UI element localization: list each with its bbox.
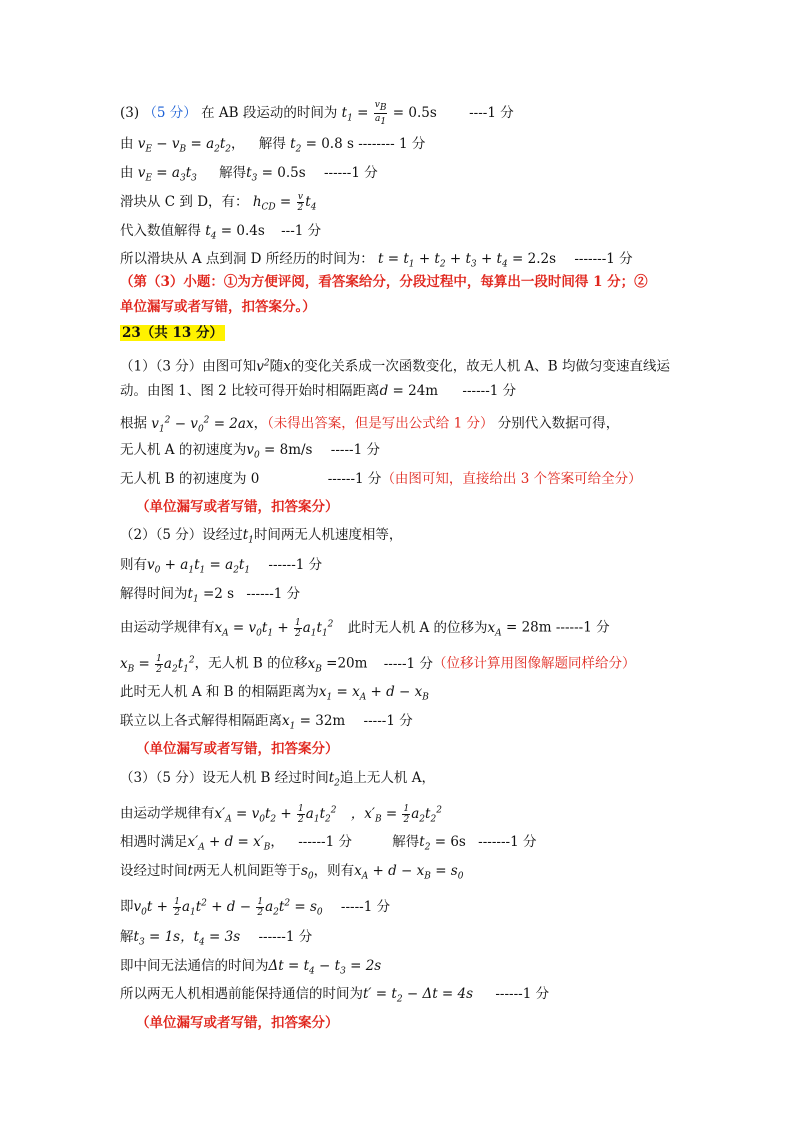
formula: $t_3$ [246, 165, 258, 184]
formula: $v_E - v_B = a_2t_2$ [137, 136, 232, 155]
formula: $t_2$ [419, 834, 431, 853]
text: 解得 [392, 834, 420, 850]
value: =20m [326, 655, 368, 672]
score-mark: -----1 分 [340, 898, 391, 915]
formula: $t_1$ = $\frac{v_B}{a_1}$ [341, 100, 387, 127]
formula: $t_2$ [328, 770, 340, 789]
line-23-1-distance [120, 381, 516, 401]
score-mark: ------1 分 [327, 471, 382, 487]
score-mark: ------1 分 [298, 834, 352, 850]
text: 由 [120, 165, 134, 181]
formula: $x_A$ [487, 619, 502, 639]
value: = 2.2s [512, 251, 557, 267]
line-23-2-t1 [120, 584, 300, 610]
value: = 0.8 s [305, 136, 354, 152]
line-23-3-no-comm [120, 956, 381, 982]
text: ，则有 [313, 863, 355, 879]
line-23-3-kinematics [120, 800, 442, 829]
score-mark: -----1 分 [383, 655, 433, 672]
text: 滑块从 C 到 D，有： [120, 194, 249, 210]
text: 无人机 A 的初速度为 [120, 442, 247, 458]
formula: $t' = t_2 - \Delta t = 4s$ [363, 986, 474, 1005]
line-23-1-formula: 根据 $v_1^2 - v_0^2 = 2ax$，（未得出答案，但是写出公式给 1 分） 分别代入数据可得， [120, 415, 620, 435]
score-mark: -------1 分 [574, 251, 633, 267]
formula: t [187, 863, 193, 879]
formula: $t_3 = 1s$，$t_4 = 3s$ [133, 929, 241, 948]
formula: ，$x'_B$ = $\frac{1}{2}$ $a_2t_2^2$ [350, 803, 442, 825]
text: 分别代入数据可得， [497, 415, 620, 432]
text: 所以两无人机相遇前能保持通信的时间为 [120, 986, 363, 1002]
line-23-1-vb [120, 469, 642, 489]
text: 解得 [258, 136, 286, 152]
formula: d [379, 383, 389, 399]
line-3-time-ab [120, 100, 514, 128]
question-number-highlight: 23（共 13 分） [122, 325, 223, 341]
score-mark: ------1 分 [258, 929, 313, 945]
line-23-2-equal-speed [120, 555, 322, 581]
score-mark: -----1 分 [363, 713, 413, 729]
text: 解得 [219, 165, 247, 181]
line-23-3-intro [120, 768, 435, 794]
grading-note: （未得出答案，但是写出公式给 1 分） [267, 415, 494, 432]
line-23-3-equation [120, 893, 390, 922]
score-mark: ------1 分 [246, 586, 301, 602]
value: =2 s [202, 586, 235, 602]
text: 所以滑块从 A 点到洞 D 所经历的时间为： [120, 251, 374, 267]
formula: $x_A + d - x_B = s_0$ [354, 863, 464, 882]
unit-note-3: （单位漏写或者写错，扣答案分） [136, 1015, 339, 1031]
formula: $x_B$ = $\frac{1}{2}$ $a_2t_1^2$ [120, 653, 195, 675]
text: 解 [120, 929, 134, 945]
formula: $t_1$ [187, 586, 199, 605]
grading-note: （由图可知，直接给出 3 个答案可给全分） [381, 471, 642, 487]
formula: $t_4$ [205, 223, 217, 242]
text: 在 AB 段运动的时间为 [201, 104, 338, 121]
formula: $v_0t$ + $\frac{1}{2}$ $a_1t^2 + d$ − $\frac{1}{2}$ $a_2t^2 = s_0$ [133, 896, 323, 918]
line-total-time [120, 249, 633, 275]
formula: $x'_A = v_0t_2$ + $\frac{1}{2}$ $a_1t_2^2$ [214, 803, 337, 825]
formula: $x'_A + d = x'_B$ [187, 834, 271, 853]
formula: $\Delta t = t_4 - t_3 = 2s$ [268, 958, 382, 977]
formula: $x_A = v_0t_1$ + $\frac{1}{2}$ $a_1t_1^2$ [214, 617, 334, 639]
line-23-2-xa [120, 614, 610, 643]
score-mark: -------1 分 [478, 834, 537, 850]
text: 此时无人机 A 和 B 的相隔距离为 [120, 684, 319, 700]
text: （2）（5 分）设经过 [120, 527, 243, 543]
score-badge: （5 分） [143, 104, 197, 121]
formula: $t_1$ [242, 527, 254, 546]
unit-note-2: （单位漏写或者写错，扣答案分） [136, 741, 339, 757]
value: = 8m/s [264, 442, 313, 458]
text: 时间两无人机速度相等， [253, 527, 403, 543]
text: 的变化关系成一次函数变化，故无人机 A、B 均做匀变速直线运 [290, 358, 670, 375]
unit-note-1: （单位漏写或者写错，扣答案分） [136, 499, 339, 515]
text: 由运动学规律有 [120, 619, 215, 636]
grading-note-3a: （第（3）小题：①为方便评阅，看答案给分，分段过程中，每算出一段时间得 1 分；② [120, 274, 648, 290]
score-mark: ------1 分 [495, 986, 550, 1002]
formula: $h_{CD}$ = $\frac{v}{2}$ $t_4$ [252, 192, 317, 213]
line-23-1-va [120, 440, 380, 466]
text: （3）（5 分）设无人机 B 经过时间 [120, 770, 329, 786]
text: 由 [120, 136, 134, 152]
text: 即 [120, 898, 134, 915]
line-23-2-xb [120, 650, 635, 679]
line-t3 [120, 163, 378, 189]
text: 根据 [120, 415, 147, 432]
text: 两无人机间距等于 [192, 863, 301, 879]
line-t4 [120, 221, 321, 247]
score-mark: ---1 分 [281, 223, 322, 239]
formula: $v_0 + a_1t_1 = a_2t_1$ [147, 557, 251, 576]
text: （1）（3 分）由图可知 [120, 358, 257, 375]
value: = 0.5s [261, 165, 306, 181]
text: 设经过时间 [120, 863, 188, 879]
value: = 32m [299, 713, 346, 729]
formula: $v_0$ [246, 442, 260, 461]
line-23-2-intro [120, 525, 402, 551]
line-23-3-comm-time [120, 984, 549, 1010]
formula: x [283, 358, 291, 375]
score-mark: ----1 分 [469, 104, 514, 121]
formula: $v^2$ [256, 358, 270, 375]
score-mark: ------1 分 [323, 165, 378, 181]
text: ，无人机 B 的位移 [194, 655, 308, 672]
grading-note: （位移计算用图像解题同样给分） [432, 655, 636, 672]
line-t2: 由 $v_E - v_B = a_2t_2$， 解得 $t_2 = 0.8$ s -------- 1 分 [120, 136, 426, 155]
text: 即中间无法通信的时间为 [120, 958, 269, 974]
text: 追上无人机 A， [339, 770, 435, 786]
value: = 0.4s [220, 223, 265, 239]
line-23-3-s0 [120, 861, 463, 887]
score-mark: -----1 分 [330, 442, 380, 458]
text: 解得时间为 [120, 586, 188, 602]
text: 随 [269, 358, 284, 375]
line-23-1-intro [120, 353, 670, 377]
question-23-header [120, 323, 225, 343]
text: 相遇时满足 [120, 834, 188, 850]
formula: $t_2$ [290, 136, 302, 155]
score-mark: ------1 分 [462, 383, 517, 399]
text: 联立以上各式解得相隔距离 [120, 713, 282, 729]
formula: $x_1 = x_A + d - x_B$ [318, 684, 429, 703]
line-23-3-meet: 相遇时满足$x'_A + d = x'_B$， ------1 分 解得$t_2 = 6s$ -------1 分 [120, 834, 537, 853]
formula: $v_1^2 - v_0^2 = 2ax$ [151, 415, 254, 435]
text: 代入数值解得 [120, 223, 201, 239]
value: = 28m ------1 分 [505, 619, 610, 636]
formula: $x_1$ [282, 713, 296, 732]
line-cd [120, 192, 316, 218]
text: 由运动学规律有 [120, 805, 215, 822]
formula: $t = t_1 + t_2 + t_3 + t_4$ [378, 251, 508, 270]
line-23-2-separation [120, 682, 429, 708]
part-number: (3) [120, 104, 140, 121]
value: = 0.5s [392, 104, 437, 121]
text: 无人机 B 的初速度为 0 [120, 471, 260, 487]
formula: $x_B$ [307, 655, 322, 675]
value: = 6s [434, 834, 466, 850]
formula: $s_0$ [300, 863, 314, 882]
text: 动。由图 1、图 2 比较可得开始时相隔距离 [120, 383, 380, 399]
text: 此时无人机 A 的位移为 [347, 619, 488, 636]
score-mark: -------- 1 分 [358, 136, 426, 152]
line-23-3-solutions [120, 927, 312, 953]
formula: $v_E = a_3t_3$ [137, 165, 197, 184]
line-23-2-result [120, 711, 413, 737]
text: 则有 [120, 557, 147, 573]
grading-note-3b: 单位漏写或者写错，扣答案分。） [120, 299, 316, 315]
score-mark: ------1 分 [268, 557, 323, 573]
value: = 24m [392, 383, 439, 399]
